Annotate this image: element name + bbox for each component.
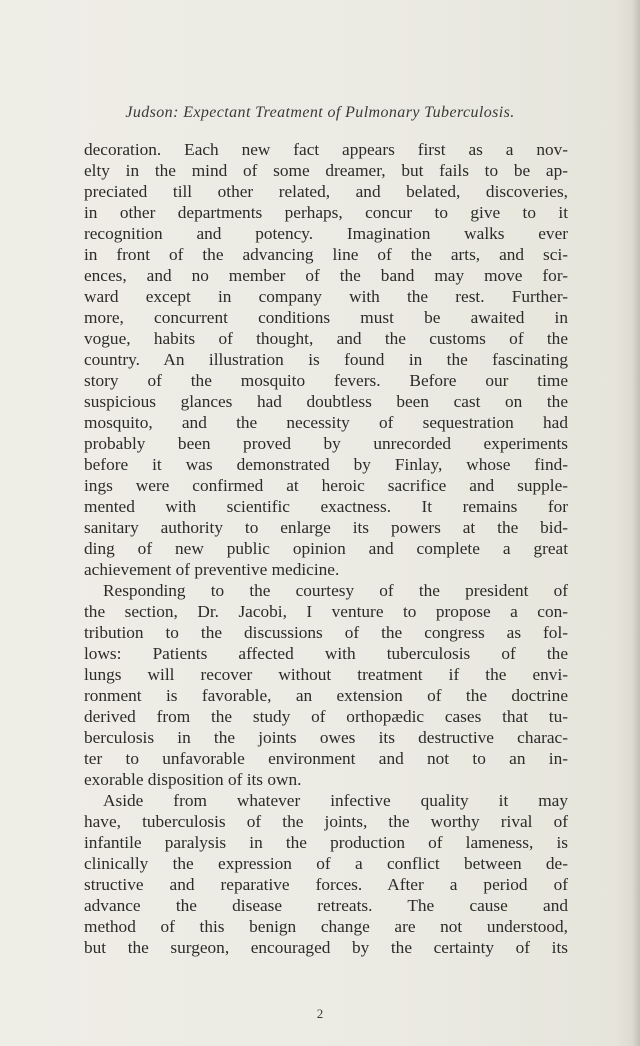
text-line: have, tuberculosis of the joints, the worthy rival of <box>84 812 568 831</box>
text-line: more, concurrent conditions must be awaited in <box>84 308 568 327</box>
text-line: but the surgeon, encouraged by the certainty of its <box>84 938 568 957</box>
text-line: elty in the mind of some dreamer, but fails to be ap- <box>84 161 568 180</box>
text-line: ences, and no member of the band may move for- <box>84 266 568 285</box>
paragraph-3 <box>84 790 568 958</box>
page-edge-shadow <box>632 0 640 1046</box>
text-line: structive and reparative forces. After a period of <box>84 875 568 894</box>
text-line: lungs will recover without treatment if the envi- <box>84 665 568 684</box>
text-line: mosquito, and the necessity of sequestration had <box>84 413 568 432</box>
text-line: story of the mosquito fevers. Before our time <box>84 371 568 390</box>
text-line: in other departments perhaps, concur to give to it <box>84 203 568 222</box>
text-line: ings were confirmed at heroic sacrifice and supple- <box>84 476 568 495</box>
text-line: Aside from whatever infective quality it may <box>103 791 568 810</box>
text-line: ding of new public opinion and complete a great <box>84 539 568 558</box>
text-line: berculosis in the joints owes its destructive charac- <box>84 728 568 747</box>
paragraph-2 <box>84 580 568 790</box>
text-line: lows: Patients affected with tuberculosis of the <box>84 644 568 663</box>
text-line: method of this benign change are not understood, <box>84 917 568 936</box>
text-line: tribution to the discussions of the congress as fol- <box>84 623 568 642</box>
paragraph-1 <box>84 139 568 580</box>
body-text <box>84 139 568 958</box>
text-line: ter to unfavorable environment and not to an in- <box>84 749 568 768</box>
text-line: advance the disease retreats. The cause and <box>84 896 568 915</box>
text-line: mented with scientific exactness. It remains for <box>84 497 568 516</box>
text-line: vogue, habits of thought, and the customs of the <box>84 329 568 348</box>
text-line: exorable disposition of its own. <box>84 770 302 789</box>
text-line: probably been proved by unrecorded experiments <box>84 434 568 453</box>
text-line: achievement of preventive medicine. <box>84 560 340 579</box>
text-line: ward except in company with the rest. Further- <box>84 287 568 306</box>
text-line: preciated till other related, and belated, discoveries, <box>84 182 568 201</box>
text-line: derived from the study of orthopædic cases that tu- <box>84 707 568 726</box>
text-line: Responding to the courtesy of the president of <box>103 581 568 600</box>
text-line: the section, Dr. Jacobi, I venture to propose a con- <box>84 602 568 621</box>
text-line: infantile paralysis in the production of lameness, is <box>84 833 568 852</box>
text-line: sanitary authority to enlarge its powers at the bid- <box>84 518 568 537</box>
text-line: country. An illustration is found in the fascinating <box>84 350 568 369</box>
text-line: clinically the expression of a conflict between de- <box>84 854 568 873</box>
text-line: ronment is favorable, an extension of the doctrine <box>84 686 568 705</box>
text-line: recognition and potency. Imagination walks ever <box>84 224 568 243</box>
text-line: suspicious glances had doubtless been cast on the <box>84 392 568 411</box>
text-line: before it was demonstrated by Finlay, whose find- <box>84 455 568 474</box>
text-line: in front of the advancing line of the arts, and sci- <box>84 245 568 264</box>
running-head: Judson: Expectant Treatment of Pulmonary Tuberculosis. <box>125 104 515 121</box>
text-line: decoration. Each new fact appears first as a nov- <box>84 140 568 159</box>
page-number: 2 <box>316 1006 324 1021</box>
